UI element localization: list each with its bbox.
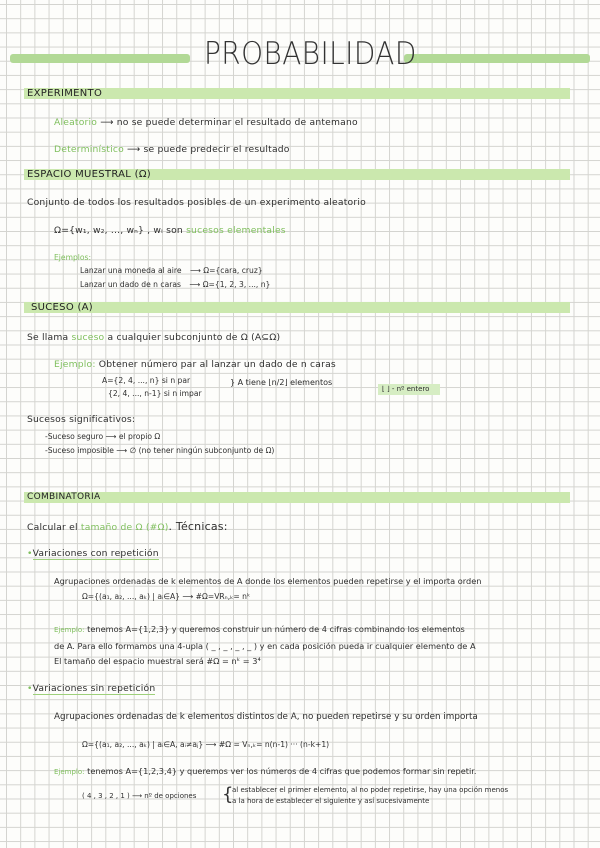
suceso-brace — [230, 378, 332, 387]
experimento-heading: EXPERIMENTO — [27, 88, 103, 99]
suceso-def-b: a cualquier subconjunto de Ω (A⊆Ω) — [107, 332, 281, 343]
calc-text-b: . Técnicas: — [168, 520, 228, 533]
ejemplo-moneda-result: ⟶ Ω={cara, cruz} — [189, 266, 263, 275]
suceso-ejemplo — [54, 359, 336, 370]
sucesos-significativos: Sucesos significativos: — [27, 414, 136, 425]
espacio-def: Conjunto de todos los resultados posibles de un experimento aleatorio — [27, 197, 366, 208]
suceso-heading: SUCESO (A) — [31, 302, 94, 313]
vr-heading-text: Variaciones con repetición — [32, 548, 159, 559]
combinatoria-highlight — [24, 492, 570, 503]
floor-note: ⌊ ⌋ - nº entero — [382, 385, 430, 393]
suceso-imposible: -Suceso imposible ⟶ ∅ (no tener ningún subconjunto de Ω) — [45, 446, 275, 455]
suceso-ejemplo-text: Obtener número par al lanzar un dado de n caras — [98, 359, 336, 370]
aleatorio-def: ⟶ no se puede determinar el resultado de antemano — [100, 117, 358, 128]
title-bar-right — [404, 54, 590, 63]
combinatoria-heading: COMBINATORIA — [27, 492, 101, 502]
v-heading — [27, 683, 155, 694]
vr-def: Agrupaciones ordenadas de k elementos de A donde los elementos pueden repetirse y el importa orden — [54, 576, 482, 586]
v-note-1: al establecer el primer elemento, al no poder repetirse, hay una opción menos — [232, 786, 509, 794]
vr-ejemplo-2: de A. Para ello formamos una 4-upla ( _ , _ , _ , _ ) y en cada posición pueda ir cualquier elemento de A — [54, 641, 476, 651]
v-def: Agrupaciones ordenadas de k elementos distintos de A, no pueden repetirse y su orden importa — [54, 712, 478, 722]
suceso-def — [27, 332, 280, 343]
combinatoria-calc — [27, 520, 228, 533]
vr-heading — [27, 548, 159, 559]
suceso-highlight — [24, 302, 570, 313]
suceso-def-a: Se llama — [27, 332, 69, 343]
experimento-highlight — [24, 88, 570, 99]
vr-bullet-icon: • — [27, 548, 33, 559]
v-ejemplo-1 — [54, 766, 476, 776]
ejemplos-label: Ejemplos: — [54, 253, 92, 262]
suceso-seguro: -Suceso seguro ⟶ el propio Ω — [45, 432, 161, 441]
suceso-case-par: A={2, 4, ..., n} si n par — [102, 376, 191, 385]
espacio-formula — [54, 225, 286, 236]
espacio-formula-text: Ω={w₁, w₂, ..., wₙ} , wᵢ son — [54, 225, 183, 236]
suceso-term: suceso — [71, 332, 105, 343]
v-tuple: ( 4 , 3 , 2 , 1 ) ⟶ nº de opciones — [82, 792, 197, 800]
ejemplo-dado-result: ⟶ Ω={1, 2, 3, ..., n} — [189, 280, 271, 289]
vr-ejemplo-label: Ejemplo: — [54, 626, 85, 634]
title-bar-left — [10, 54, 190, 63]
suceso-brace-text: } A tiene ⌊n/2⌋ elementos — [230, 378, 333, 387]
page-title: PROBABILIDAD — [204, 36, 417, 72]
v-note-2: a la hora de establecer el siguiente y así sucesivamente — [232, 797, 430, 805]
sucesos-elementales: sucesos elementales — [186, 225, 286, 236]
aleatorio-line — [54, 117, 358, 128]
v-ejemplo-label: Ejemplo: — [54, 768, 85, 776]
suceso-case-impar: {2, 4, ..., n-1} si n impar — [108, 389, 202, 398]
v-heading-text: Variaciones sin repetición — [32, 683, 156, 694]
aleatorio-term: Aleatorio — [54, 117, 98, 128]
ejemplo-moneda — [80, 266, 263, 275]
ejemplo-moneda-text: Lanzar una moneda al aire — [80, 266, 182, 275]
ejemplo-dado — [80, 280, 270, 289]
v-formula: Ω={(a₁, a₂, ..., aₖ) | aᵢ∈A, aᵢ≠aⱼ} ⟶ #Ω = Vₙ,ₖ= n(n-1) ··· (n-k+1) — [82, 740, 330, 749]
determinista-term: Determinístico — [54, 144, 124, 155]
vr-ejemplo-3: El tamaño del espacio muestral será #Ω = nᵏ = 3⁴ — [54, 656, 261, 666]
suceso-ejemplo-label: Ejemplo: — [54, 359, 96, 370]
vr-ejemplo-1 — [54, 624, 465, 634]
calc-text-a: Calcular el — [27, 522, 78, 533]
espacio-heading: ESPACIO MUESTRAL (Ω) — [27, 169, 152, 180]
ejemplo-dado-text: Lanzar un dado de n caras — [80, 280, 181, 289]
calc-green: tamaño de Ω (#Ω) — [80, 522, 169, 533]
determinista-line — [54, 144, 290, 155]
determinista-def: ⟶ se puede predecir el resultado — [127, 144, 290, 155]
v-bullet-icon: • — [27, 683, 33, 694]
vr-ejemplo-text-1: tenemos A={1,2,3} y queremos construir un número de 4 cifras combinando los elementos — [87, 624, 465, 634]
v-ejemplo-text-1: tenemos A={1,2,3,4} y queremos ver los números de 4 cifras que podemos formar sin repetir. — [87, 766, 477, 776]
v-note-brace: { — [222, 784, 234, 805]
vr-formula: Ω={(a₁, a₂, ..., aₖ) | aᵢ∈A} ⟶ #Ω=VRₙ,ₖ= nᵏ — [82, 592, 251, 601]
